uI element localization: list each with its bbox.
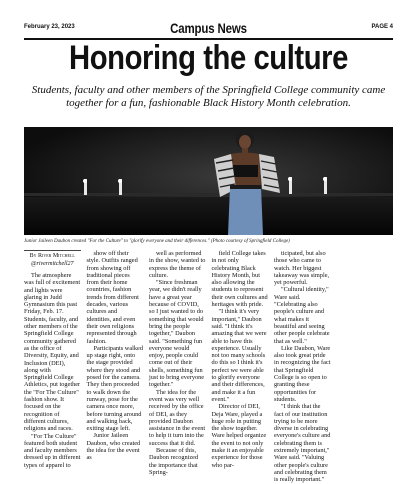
page-number: PAGE 4 [371, 24, 393, 30]
article-deck: Students, faculty and other members of the Springfield College community came together for a fun, fashionable Black History Month celebration. [31, 84, 386, 109]
article-headline: Honoring the culture [69, 39, 348, 77]
paragraph: well as performed in the show, wanted to express the theme of culture. [149, 250, 206, 279]
publication-name: Campus News [170, 20, 247, 36]
fashion-show-photo [24, 127, 393, 235]
paragraph: ticipated, but also those who came to watch. Her biggest takeaway was simple, yet powerful. [274, 250, 330, 287]
article-column-2 [87, 250, 144, 478]
paragraph: "I think it's very important," Daubon said. "I think it's amazing that we were able to have this experience. Usually not too many schools do this so I think it's perfect we were able to glorify everyone and their differences, and make it a fun event." [211, 308, 267, 403]
article-column-4 [212, 250, 269, 478]
article-body [24, 250, 393, 484]
photo-caption: Junior Jaileen Daubon created "For the Culture" to "glorify everyone and their differences." (Photo courtesy of Springfield College) [24, 239, 290, 244]
paragraph: The atmosphere was full of excitement and lights were glaring in Judd Gymnasium this past Friday, Feb. 17. Students, faculty, and other members of the Springfield College community gathered as the office of Diversity, Equity, and Inclusion (DEI), along with Springfield College Athletics, put together the "For The Culture" fashion show. It focused on the recognition of different cultures, religions and races. [24, 272, 81, 433]
paragraph: Junior Jaileen Daubon, who created the idea for the event as [86, 432, 141, 462]
paragraph: show off their style. Outfits ranged from showing off traditional pieces from their home countries, fashion trends from different decades, various cultures and identities, and even their own religions represented through fashion. [86, 250, 139, 345]
byline-name: By River Mitchell [24, 250, 81, 261]
byline-handle: @rivermitchell27 [30, 260, 74, 267]
byline [24, 250, 81, 268]
masthead [24, 22, 393, 38]
paragraph: Director of DEI, Deja Ware, played a huge role in putting the show together. Ware helped organize the event to not only make it an enjoyable experience for those who par- [211, 403, 267, 469]
paragraph: field College takes in not only celebrating Black History Month, but also allowing the students to represent their own cultures and heritages with pride. [211, 250, 268, 309]
article-column-5 [274, 250, 331, 484]
paragraph: The idea for the event was very well received by the office of DEI, as they provided Daubon assistance in the event to help it turn into the success that it did. [149, 388, 206, 447]
paragraph: "Cultural identity," Ware said. "Celebrating also people's culture and what makes it beautiful and seeing other people celebrate that as well." [274, 286, 330, 345]
article-column-1 [24, 250, 81, 478]
paragraph: "Since freshman year, we didn't really have a great year because of COVID, so I just wanted to do something that would bring the people together," Daubon said. "Something fun everyone would enjoy, people could come out of their shells, something fun just to bring everyone together." [149, 279, 205, 389]
article-photo [24, 127, 393, 235]
paragraph: Like Daubon, Ware also took great pride in recognizing the fact that Springfield College is so open to granting these opportunities for students. [274, 344, 331, 403]
paragraph: Because of this, Daubon recognized the importance that Spring- [149, 447, 199, 476]
issue-date: February 23, 2023 [24, 24, 75, 30]
paragraph: "I think that the fact of our institution trying to be more diverse in celebrating everyone's culture and celebrating them is extremely important," Ware said. "Valuing other people's culture and celebrating them is really important." [274, 403, 331, 484]
paragraph: "For The Culture" featured both student and faculty members dressed up in different types of apparel to [24, 432, 81, 469]
paragraph: Participants walked up stage right, onto the stage provided where they stood and posed for the camera. They then proceeded to walk down the runway, pose for the camera once more, before turning around and walking back, exiting stage left. [86, 344, 143, 433]
article-column-3 [149, 250, 206, 478]
